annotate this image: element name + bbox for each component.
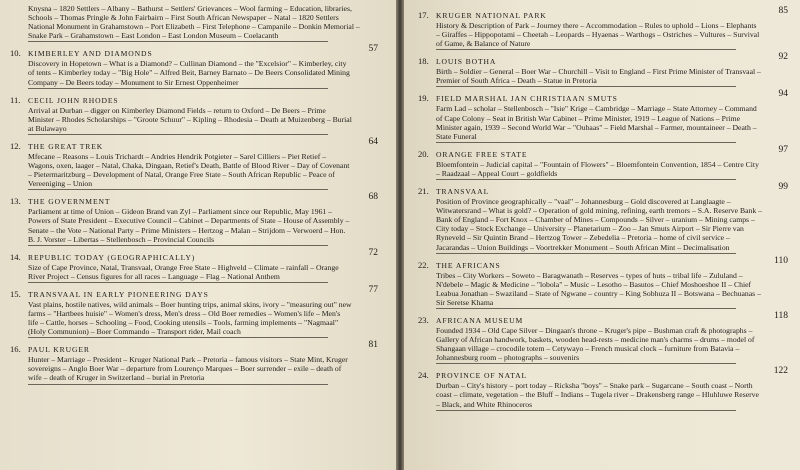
entry-divider xyxy=(28,134,328,135)
entry-heading xyxy=(418,93,792,104)
toc-entry xyxy=(10,192,382,245)
entry-heading xyxy=(418,10,792,21)
toc-entry xyxy=(418,144,792,180)
chapter-number: 15. xyxy=(10,288,21,299)
page-number: 77 xyxy=(368,284,378,295)
chapter-title: ORANGE FREE STATE xyxy=(436,149,528,159)
chapter-title: CECIL JOHN RHODES xyxy=(28,95,119,105)
chapter-number: 14. xyxy=(10,251,21,262)
entry-heading xyxy=(418,56,792,67)
toc-entry xyxy=(10,44,382,88)
page-number: 85 xyxy=(778,6,788,16)
chapter-description: History & Description of Park – Journey there – Accommodation – Rules to uphold – Lions – Elephants – Giraffes – Hippopotami – Cheetah – Leopards – Hyaenas – Warthogs – Ostriches – Vultures – Survival of Game, & Balance of Nature xyxy=(436,21,760,49)
chapter-title: TRANSVAAL IN EARLY PIONEERING DAYS xyxy=(28,289,209,299)
chapter-title: PAUL KRUGER xyxy=(28,345,90,355)
entry-heading xyxy=(10,289,382,300)
chapter-description: Parliament at time of Union – Gideon Brand van Zyl – Parliament since our Republic, May 1961 – Powers of State President – Executive Council – Cabinet – Departments of State – House of Assembly – Senate – the Vote – National Party – Prime Ministers – Hertzog – Malan – Strijdom – Verwoerd – Hon. B. J. Vorster – Libertas – Stellenbosch – Provincial Councils xyxy=(28,207,350,244)
chapter-description: Position of Province geographically – "vaal" – Johannesburg – Gold discovered at Langlaagte – Witwatersrand – What is gold? – Operation of gold mining, refining, earth tremors – S.A. Reserve Bank – Bank of England – Fort Knox – Chamber of Mines – Compounds – Silver – uranium – Mining camps – City today – Stock Exchange – University – Planetarium – Zoo – Jan Smuts Airport – Sir Pierre van Ryneveld – Sir Quintin Brand – Hertzog Tower – Zebedelia – Pretoria – home of civil service – Jacarandas – Union Buildings – Voortrekker Monument – South African Mint – Decimalisation xyxy=(436,197,762,252)
page-number: 57 xyxy=(368,44,378,55)
entry-heading xyxy=(10,252,382,263)
chapter-number: 24. xyxy=(418,370,429,381)
chapter-title: TRANSVAAL xyxy=(436,187,490,197)
chapter-description: Durban – City's history – port today – Ricksha "boys" – Snake park – Sugarcane – South coast – North coast – climate, vegetation – the Bluff – Indians – Tugela river – Drakensberg range – Hluhluwe Reserve – Black, and White Rhinoceros xyxy=(436,381,759,409)
entry-divider xyxy=(28,41,328,42)
chapter-title: KRUGER NATIONAL PARK xyxy=(436,11,547,20)
chapter-title: AFRICANA MUSEUM xyxy=(436,315,524,325)
chapter-title: LOUIS BOTHA xyxy=(436,57,497,67)
page-number: 64 xyxy=(368,136,378,147)
entry-heading xyxy=(418,186,792,197)
page-number: 110 xyxy=(774,255,788,266)
chapter-description: Mfecane – Reasons – Louis Trichardt – Andries Hendrik Potgieter – Sarel Cilliers – Piet Retief – Wagons, oxen, laager – Natal, Chaka, Dingaan, Retief's Death, Battle of Blood River – Day of Covenant – Pietermaritzburg – Development of Natal, Orange Free State – South African Republic – Peace of Vereeniging – Union xyxy=(28,151,350,189)
chapter-number: 21. xyxy=(418,186,429,197)
chapter-number: 19. xyxy=(418,93,429,104)
entry-divider xyxy=(436,363,736,364)
chapter-number: 18. xyxy=(418,56,429,67)
entry-heading xyxy=(10,141,382,152)
chapter-number: 12. xyxy=(10,140,21,151)
toc-entry xyxy=(10,284,382,338)
chapter-number: 13. xyxy=(10,196,21,207)
toc-entry xyxy=(10,247,382,283)
left-page xyxy=(0,0,396,470)
chapter-description: Tribes – City Workers – Soweto – Baragwanath – Reserves – types of huts – tribal life – Zululand – N'debele – Magic & Medicine – "lobola" – Music – Lesotho – Basutos – Chief Moshoeshoe II – Chief Leabua Jonathan – Swaziland – State of Ngwane – country – King Sobhuza II – Botswana – Bechuanas – Sir Seretse Khama xyxy=(436,270,761,307)
entry-heading xyxy=(418,370,792,381)
chapter-title: FIELD MARSHAL JAN CHRISTIAAN SMUTS xyxy=(436,94,618,104)
entry-heading xyxy=(10,196,382,207)
chapter-number: 16. xyxy=(10,344,21,355)
chapter-number: 23. xyxy=(418,314,429,325)
toc-entry xyxy=(418,6,792,50)
chapter-description: Hunter – Marriage – President – Kruger National Park – Pretoria – famous visitors – State Mint, Kruger sovereigns – Anglo Boer War – departure from Lourenço Marques – Boer surrender – exile – death of wife – death of Kruger in Switzerland – burial in Pretoria xyxy=(28,355,348,383)
chapter-title: THE GREAT TREK xyxy=(28,141,104,151)
chapter-description: Bloemfontein – Judicial capital – "Fountain of Flowers" – Bloemfontein Convention, 1854 – Centre City – Raadzaal – Appeal Court – goldfields xyxy=(436,159,759,178)
toc-entry xyxy=(418,89,792,142)
entry-divider xyxy=(436,179,736,180)
entry-heading xyxy=(418,315,792,326)
entry-divider xyxy=(28,88,328,89)
chapter-title: REPUBLIC TODAY (GEOGRAPHICALLY) xyxy=(28,252,196,262)
page-number: 92 xyxy=(778,52,788,63)
entry-divider xyxy=(28,384,328,385)
entry-divider xyxy=(28,245,328,246)
toc-entry xyxy=(10,136,382,190)
entry-divider xyxy=(28,282,328,283)
intro-text: Knysna – 1820 Settlers – Albany – Bathurst – Settlers' Grievances – Wool farming – Education, libraries, Schools – Thomas Pringle & John Fairbairn – First South African Newspaper – Natal – 1820 Settlers National Monument in Grahamstown – Port Elizabeth – First Telephone – Campanile – Donkin Memorial – Snake Park – Grahamstown – East London – East London Museum – Coelacanth xyxy=(28,4,360,41)
chapter-description: Arrival at Durban – digger on Kimberley Diamond Fields – return to Oxford – De Beers – Prime Minister – Rhodes Scholarships – "Groote Schuur" – Kipling – Rhodesia – Death at Muizenberg – Burial at Bulawayo xyxy=(28,105,352,133)
chapter-number: 22. xyxy=(418,259,429,270)
right-entries-list xyxy=(418,6,792,411)
page-number: 81 xyxy=(368,340,378,351)
chapter-number: 17. xyxy=(418,10,429,20)
chapter-number: 10. xyxy=(10,48,21,59)
entry-divider xyxy=(28,337,328,338)
right-page xyxy=(404,0,800,470)
page-number: 72 xyxy=(368,247,378,258)
chapter-title: THE GOVERNMENT xyxy=(28,197,111,207)
entry-heading xyxy=(418,149,792,160)
entry-divider xyxy=(436,86,736,87)
page-number: 99 xyxy=(778,182,788,193)
chapter-title: KIMBERLEY AND DIAMONDS xyxy=(28,49,153,59)
toc-entry xyxy=(10,95,382,135)
intro-entry xyxy=(10,4,382,42)
chapter-description: Size of Cape Province, Natal, Transvaal, Orange Free State – Highveld – Climate – rainfall – Orange River Project – Census figures for all races – Language – Flag – National Anthem xyxy=(28,262,339,281)
entry-divider xyxy=(436,253,736,254)
toc-entry xyxy=(418,52,792,87)
chapter-description: Farm Lad – scholar – Stellenbosch – "Isie" Krige – Cambridge – Marriage – State Attorney – Command of Cape Colony – Seat in British War Cabinet – Prime Minister, 1919 – League of Nations – Prime Minister again, 1939 – Second World War – "Oubaas" – Field Marshal – Farmer, mountaineer – Death – State Funeral xyxy=(436,104,757,141)
chapter-description: Birth – Soldier – General – Boer War – Churchill – Visit to England – First Prime Minister of Transvaal – Premier of South Africa – Death – Statue in Pretoria xyxy=(436,67,761,86)
chapter-description: Discovery in Hopetown – What is a Diamond? – Cullinan Diamond – the "Excelsior" – Kimberley, city of tents – Kimberley today – "Big Hole" – Alfred Beit, Barney Barnato – De Beers Consolidated Mining Company – De Beers today – Monument to Sir Ernest Oppenheimer xyxy=(28,59,350,87)
chapter-title: THE AFRICANS xyxy=(436,260,501,270)
entry-divider xyxy=(436,49,736,50)
toc-entry xyxy=(10,340,382,384)
entry-heading xyxy=(10,95,382,106)
page-number: 97 xyxy=(778,144,788,155)
chapter-description: Founded 1934 – Old Cape Silver – Dingaan's throne – Kruger's pipe – Bushman craft & photographs – Gallery of African handwork, baskets, wooden head-rests – medicine man's charms – drums – model of Shangaan village – crocodile totem – Cetywayo – French musical clock – furniture from Batavia – Johannesburg room – photographs – souvenirs xyxy=(436,325,755,363)
toc-entry xyxy=(418,255,792,309)
entry-divider xyxy=(436,142,736,143)
chapter-title: PROVINCE OF NATAL xyxy=(436,371,528,381)
entry-divider xyxy=(436,410,736,411)
chapter-number: 11. xyxy=(10,94,21,105)
book-gutter xyxy=(396,0,404,470)
entry-heading xyxy=(10,48,382,59)
left-entries-list xyxy=(10,44,382,384)
page-number: 118 xyxy=(774,310,788,321)
toc-entry xyxy=(418,366,792,410)
page-number: 122 xyxy=(773,366,788,377)
page-number: 68 xyxy=(368,192,378,203)
chapter-number: 20. xyxy=(418,148,429,159)
entry-heading xyxy=(418,260,792,271)
chapter-description: Vast plains, hostile natives, wild animals – Boer hunting trips, animal skins, ivory – "measuring out" new farms – "Hartbees huisie" – Women's dress, Men's dress – Old Boer remedies – Women's life – Men's life – Cattle, horses – Schooling – Food, Cooking utensils – Tools, farming implements – "Nagmaal" (Holy Communion) – Boer Commando – Transport rider, Mail coach xyxy=(28,299,352,337)
entry-heading xyxy=(10,344,382,355)
entry-divider xyxy=(436,308,736,309)
toc-entry xyxy=(418,310,792,364)
toc-entry xyxy=(418,182,792,254)
page-number: 94 xyxy=(778,89,788,100)
entry-divider xyxy=(28,189,328,190)
